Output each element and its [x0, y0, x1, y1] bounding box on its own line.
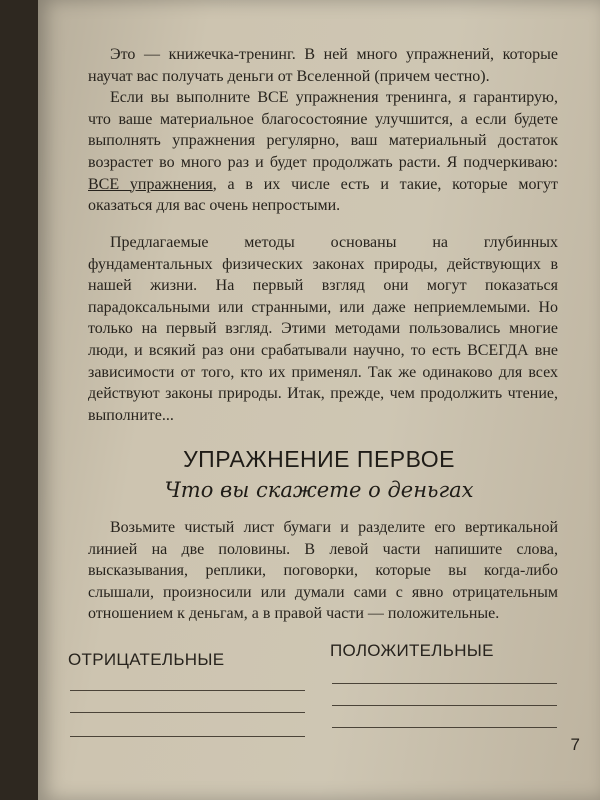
answer-line [332, 727, 557, 728]
answer-line [332, 705, 557, 706]
instructions-text: Возьмите чистый лист бумаги и разделите его вертикальной линией на две половины. В левой части напишите слова, высказывания, реплики, поговорки, которые вы когда-либо слышали, произносили или думали сами с явно отрицательным отношением к деньгам, а в правой части — положительные. [88, 519, 558, 623]
answer-line [70, 690, 305, 691]
positive-column-heading: ПОЛОЖИТЕЛЬНЫЕ [330, 641, 494, 660]
exercise-title: УПРАЖНЕНИЕ ПЕРВОЕ [183, 446, 455, 472]
methods-paragraph [88, 232, 558, 426]
guarantee-text-end: , а в их числе есть и такие, которые могут оказаться для вас очень непростыми. [88, 175, 558, 215]
negative-column-heading: ОТРИЦАТЕЛЬНЫЕ [68, 650, 225, 669]
answer-line [70, 712, 305, 713]
answer-line [70, 736, 305, 737]
answer-line [332, 683, 557, 684]
page-number: 7 [570, 735, 580, 754]
guarantee-sentence [88, 87, 558, 217]
methods-text: Предлагаемые методы основаны на глубинных фундаментальных физических законах природы, действующих в нашей жизни. На первый взгляд они могут показаться парадоксальными или странными, или даже неприемлемыми. Но только на первый взгляд. Этими методами пользовались многие люди, и всякий раз они срабатывали научно, то есть ВСЕГДА вне зависимости от того, кто их применял. Так же одинаково для всех действуют законы природы. Итак, прежде, чем продолжить чтение, выполните... [88, 234, 558, 424]
intro-paragraph [88, 44, 558, 217]
exercise-instructions [88, 517, 558, 625]
book-page [38, 0, 600, 800]
guarantee-text: Если вы выполните ВСЕ упражнения тренинга, я гарантирую, что ваше материальное благосостояние улучшится, а если будете выполнять упражнения регулярно, ваш материальный достаток возрастет во много раз и будет продолжать расти. Я подчеркиваю: [88, 89, 558, 171]
underlined-emphasis: ВСЕ упражнения [88, 175, 213, 193]
exercise-subtitle: Что вы скажете о деньгах [164, 478, 474, 502]
intro-sentence: Это — книжечка-тренинг. В ней много упражнений, которые научат вас получать деньги от Вселенной (причем честно). [88, 46, 558, 85]
